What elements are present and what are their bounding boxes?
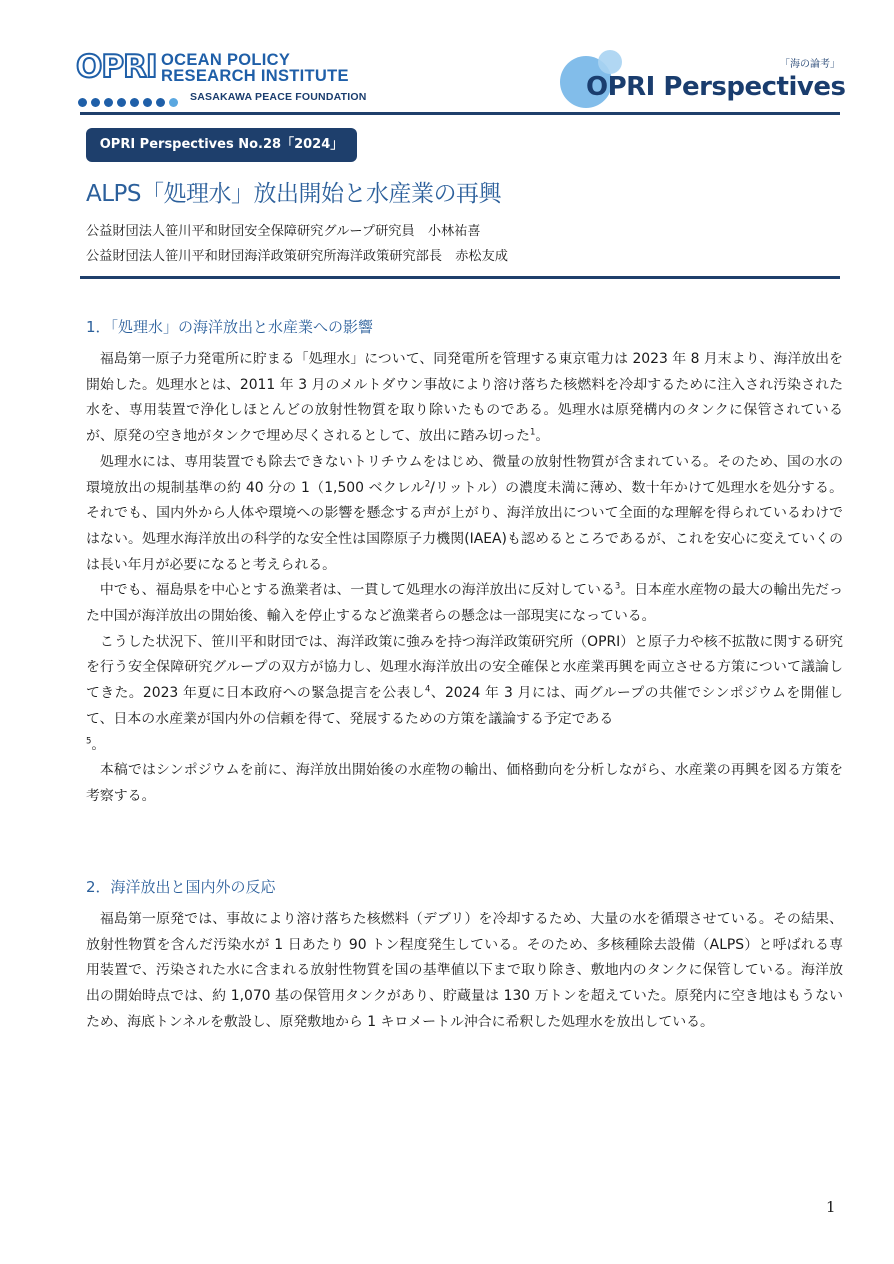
page-title: ALPS「処理水」放出開始と水産業の再興 [86, 181, 502, 207]
issue-badge: OPRI Perspectives No.28「2024」 [86, 128, 357, 162]
logo-dots [78, 92, 188, 104]
header-divider [80, 112, 840, 115]
section-body-1 [86, 347, 843, 810]
section-heading-2: 2．海洋放出と国内外の反応 [86, 878, 276, 896]
paragraph: 福島第一原発では、事故により溶け落ちた核燃料（デブリ）を冷却するため、大量の水を循環させている。その結果、放射性物質を含んだ汚染水が 1 日あたり 90 トン程度発生している。そのため、多核種除去設備（ALPS）と呼ばれる専用装置で、汚染された水に含まれる放射性物質を国の基準値以下まで取り除き、敷地内のタンクに保管している。海洋放出の開始時点では、約 1,070 基の保管用タンクがあり、貯蔵量は 130 万トンを超えていた。原発内に空き地はもうないため、海底トンネルを敷設し、原発敷地から 1 キロメートル沖合に希釈した処理水を放出している。 [86, 911, 843, 1030]
footnote-marker: 5 [86, 735, 92, 746]
footnote-marker: 2 [424, 478, 431, 489]
footnote-marker: 4 [424, 684, 431, 695]
section-body-2 [86, 907, 843, 1036]
logo-name-line1: OCEAN POLICY [161, 51, 291, 69]
paragraph: 処理水には、専用装置でも除去できないトリチウムをはじめ、微量の放射性物質が含まれている。そのため、国の水の環境放出の規制基準の約 40 分の 1（1,500 ベクレル$^2$/リットル）の濃度未満に薄め、数十年かけて処理水を処分する。それでも、国内外から人体や環境への影響を懸念する声が上がり、海洋放出について全面的な理解を得られているわけではない。処理水海洋放出の科学的な安全性は国際原子力機関(IAEA)も認めるところであるが、これを安心に変えていくのは長い年月が必要になると考えられる。 [86, 453, 843, 573]
perspectives-logo [560, 50, 850, 110]
footnote-marker: 1 [529, 427, 536, 438]
paragraph: こうした状況下、笹川平和財団では、海洋政策に強みを持つ海洋政策研究所（OPRI）と原子力や核不拡散に関する研究を行う安全保障研究グループの双方が協力し、処理水海洋放出の安全確保と水産業再興を両立させる方策について議論してきた。2023 年夏に日本政府への緊急提言を公表し$^4$、2024 年 3 月には、両グループの共催でシンポジウムを開催して、日本の水産業が国内外の信頼を得て、発展するための方策を議論する予定である [86, 633, 843, 727]
logo-name-line2: RESEARCH INSTITUTE [161, 67, 349, 85]
paragraph: 中でも、福島県を中心とする漁業者は、一貫して処理水の海洋放出に反対している$^3$。日本産水産物の最大の輸出先だった中国が海洋放出の開始後、輸入を停止するなど漁業者らの懸念は一部現実になっている。 [86, 581, 843, 625]
author-line-2: 公益財団法人笹川平和財団海洋政策研究所海洋政策研究部長 赤松友成 [86, 249, 508, 264]
page-number: 1 [826, 1198, 836, 1216]
footnote-marker: 3 [614, 581, 621, 592]
paragraph: 福島第一原子力発電所に貯まる「処理水」について、同発電所を管理する東京電力は 2023 年 8 月末より、海洋放出を開始した。処理水とは、2011 年 3 月のメルトダウン事故により溶け落ちた核燃料を冷却するために注入され汚染された水を、専用装置で浄化しほとんどの放射性物質を取り除いたものである。処理水は原発構内のタンクに保管されているが、原発の空き地がタンクで埋め尽くされるとして、放出に踏み切った$^1$。 [86, 351, 843, 445]
title-divider [80, 276, 840, 279]
paragraph-continuation: $^5$。 [86, 735, 106, 753]
opri-logo-mark: OPRI [76, 49, 157, 85]
perspectives-title: OPRI Perspectives [586, 72, 846, 102]
circle-small-icon [598, 50, 622, 74]
logo-subtitle: SASAKAWA PEACE FOUNDATION [190, 91, 367, 103]
section-heading-1: 1．「処理水」の海洋放出と水産業への影響 [86, 318, 374, 336]
perspectives-tag: 「海の論考」 [780, 59, 840, 70]
author-line-1: 公益財団法人笹川平和財団安全保障研究グループ研究員 小林祐喜 [86, 224, 481, 239]
opri-logo [76, 50, 396, 108]
paragraph: 本稿ではシンポジウムを前に、海洋放出開始後の水産物の輸出、価格動向を分析しながら、水産業の再興を図る方策を考察する。 [86, 762, 843, 804]
